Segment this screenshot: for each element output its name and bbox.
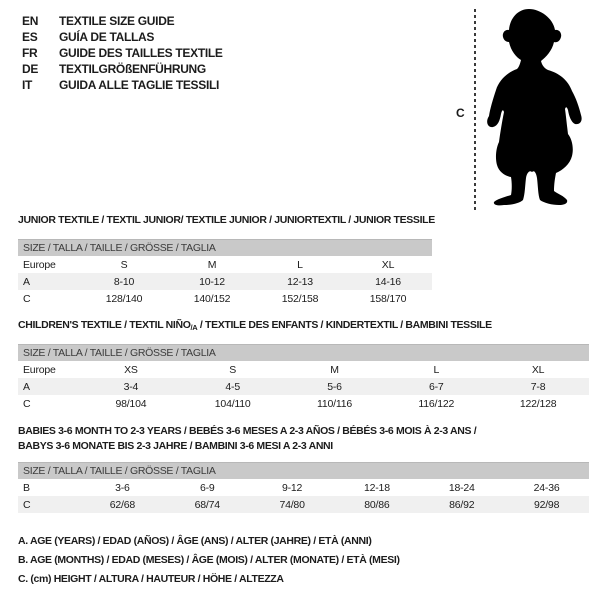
table-header-bar: SIZE / TALLA / TAILLE / GRÖSSE / TAGLIA bbox=[18, 239, 432, 256]
footnote-b: B. AGE (MONTHS) / EDAD (MESES) / ÂGE (MOIS) / ALTER (MONATE) / ETÀ (MESI) bbox=[18, 554, 400, 566]
lang-label: TEXTILE SIZE GUIDE bbox=[59, 14, 175, 28]
table-header-bar: SIZE / TALLA / TAILLE / GRÖSSE / TAGLIA bbox=[18, 344, 589, 361]
lang-code: IT bbox=[22, 78, 33, 92]
cell: 152/158 bbox=[281, 292, 319, 305]
cell: 140/152 bbox=[193, 292, 231, 305]
lang-label: TEXTILGRÖßENFÜHRUNG bbox=[59, 62, 206, 76]
table-row-europe bbox=[18, 361, 589, 378]
footnotes bbox=[18, 532, 400, 589]
cell: XS bbox=[124, 363, 138, 376]
table-row-height bbox=[18, 395, 589, 412]
cell: 18-24 bbox=[448, 481, 475, 494]
cell: L bbox=[433, 363, 440, 376]
row-label: Europe bbox=[23, 363, 56, 376]
row-label: C bbox=[23, 292, 31, 305]
lang-code: FR bbox=[22, 46, 38, 60]
lang-label: GUIDA ALLE TAGLIE TESSILI bbox=[59, 78, 220, 92]
section-title-babies bbox=[18, 424, 476, 454]
cell: 3-4 bbox=[123, 380, 139, 393]
table-header-bar: SIZE / TALLA / TAILLE / GRÖSSE / TAGLIA bbox=[18, 462, 589, 479]
footnote-c: C. (cm) HEIGHT / ALTURA / HAUTEUR / HÖHE / ALTEZZA bbox=[18, 573, 284, 585]
cell: 74/80 bbox=[279, 498, 305, 511]
cell: 24-36 bbox=[533, 481, 560, 494]
row-label: Europe bbox=[23, 258, 56, 271]
table-row-height bbox=[18, 496, 589, 513]
cell: 104/110 bbox=[214, 397, 251, 410]
section-title-junior: JUNIOR TEXTILE / TEXTIL JUNIOR/ TEXTILE JUNIOR / JUNIORTEXTIL / JUNIOR TESSILE bbox=[18, 214, 435, 226]
table-row-months bbox=[18, 479, 589, 496]
language-header bbox=[22, 13, 223, 93]
lang-row-es bbox=[22, 29, 223, 45]
height-marker-label: C bbox=[456, 106, 465, 120]
lang-row-de bbox=[22, 61, 223, 77]
cell: XL bbox=[531, 363, 545, 376]
row-label: A bbox=[23, 275, 30, 288]
lang-row-fr bbox=[22, 45, 223, 61]
lang-code: DE bbox=[22, 62, 39, 76]
lang-row-en bbox=[22, 13, 223, 29]
height-measure-dashed-line bbox=[474, 9, 476, 211]
baby-silhouette-icon bbox=[480, 6, 590, 206]
cell: 92/98 bbox=[533, 498, 560, 511]
cell: 4-5 bbox=[225, 380, 240, 393]
cell: 5-6 bbox=[327, 380, 342, 393]
title-text: / TEXTILE DES ENFANTS / KINDERTEXTIL / BAMBINI TESSILE bbox=[197, 319, 492, 331]
cell: L bbox=[297, 258, 303, 271]
table-row-age bbox=[18, 378, 589, 395]
cell: 62/68 bbox=[109, 498, 136, 511]
cell: 8-10 bbox=[113, 275, 135, 288]
cell: S bbox=[229, 363, 237, 376]
cell: 12-13 bbox=[287, 275, 313, 288]
lang-code: EN bbox=[22, 14, 39, 28]
cell: 158/170 bbox=[369, 292, 407, 305]
cell: 128/140 bbox=[105, 292, 143, 305]
cell: XL bbox=[381, 258, 395, 271]
children-size-table bbox=[18, 344, 589, 412]
cell: 86/92 bbox=[449, 498, 475, 511]
table-row-age bbox=[18, 273, 432, 290]
babies-size-table bbox=[18, 462, 589, 513]
cell: 3-6 bbox=[115, 481, 130, 494]
cell: M bbox=[330, 363, 339, 376]
row-label: C bbox=[23, 498, 31, 511]
cell: 6-7 bbox=[429, 380, 444, 393]
cell: M bbox=[207, 258, 217, 271]
lang-row-it bbox=[22, 77, 223, 93]
cell: 116/122 bbox=[418, 397, 455, 410]
junior-size-table bbox=[18, 239, 432, 307]
table-row-height bbox=[18, 290, 432, 307]
cell: 98/104 bbox=[115, 397, 147, 410]
cell: 110/116 bbox=[316, 397, 352, 410]
lang-code: ES bbox=[22, 30, 38, 44]
cell: 68/74 bbox=[194, 498, 220, 511]
cell: 6-9 bbox=[199, 481, 215, 494]
title-text: CHILDREN'S TEXTILE / TEXTIL NIÑO bbox=[18, 319, 191, 331]
row-label: A bbox=[23, 380, 30, 393]
title-subscript: /A bbox=[190, 323, 198, 332]
title-line-2: BABYS 3-6 MONATE BIS 2-3 JAHRE / BAMBINI 3-6 MESI A 2-3 ANNI bbox=[18, 440, 333, 452]
title-line-1: BABIES 3-6 MONTH TO 2-3 YEARS / BEBÉS 3-6 MESES A 2-3 AÑOS / BÉBÉS 3-6 MOIS À 2-3 ANS / bbox=[18, 425, 477, 437]
cell: 80/86 bbox=[364, 498, 390, 511]
section-title-children bbox=[18, 318, 492, 335]
cell: 9-12 bbox=[281, 481, 303, 494]
cell: 12-18 bbox=[363, 481, 390, 494]
lang-label: GUÍA DE TALLAS bbox=[59, 30, 155, 44]
footnote-a: A. AGE (YEARS) / EDAD (AÑOS) / ÂGE (ANS) / ALTER (JAHRE) / ETÀ (ANNI) bbox=[18, 535, 372, 547]
cell: 7-8 bbox=[530, 380, 546, 393]
cell: 10-12 bbox=[199, 275, 225, 288]
cell: S bbox=[120, 258, 128, 271]
cell: 14-16 bbox=[375, 275, 401, 288]
row-label: B bbox=[23, 481, 30, 494]
row-label: C bbox=[23, 397, 31, 410]
table-row-europe bbox=[18, 256, 432, 273]
lang-label: GUIDE DES TAILLES TEXTILE bbox=[59, 46, 223, 60]
cell: 122/128 bbox=[519, 397, 557, 410]
